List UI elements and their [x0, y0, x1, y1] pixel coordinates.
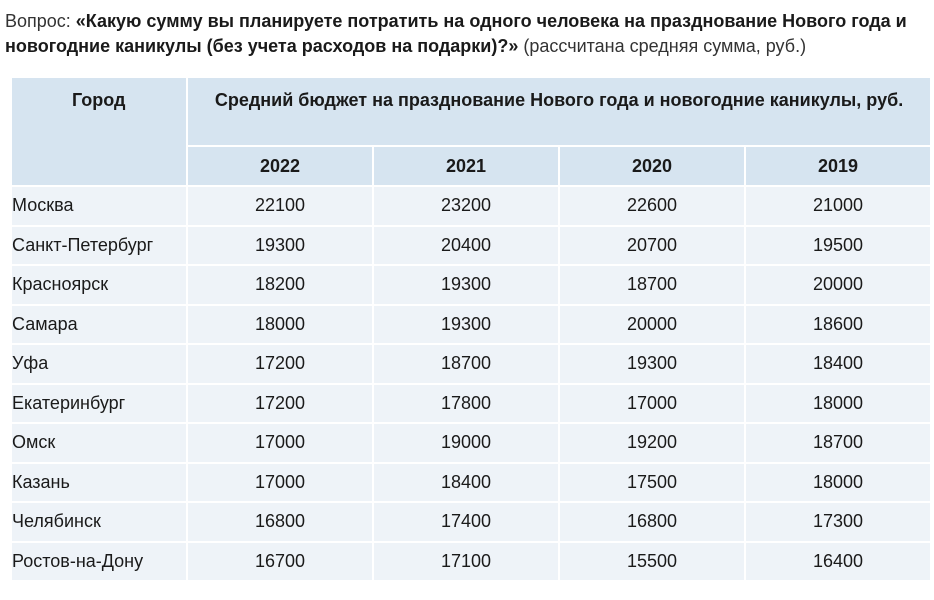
value-cell: 23200	[373, 186, 559, 226]
table-body	[11, 186, 931, 581]
city-cell: Ростов-на-Дону	[11, 542, 187, 582]
value-cell: 22100	[187, 186, 373, 226]
table-row	[11, 502, 931, 542]
city-cell: Омск	[11, 423, 187, 463]
budget-group-header: Средний бюджет на празднование Нового года и новогодние каникулы, руб.	[187, 77, 931, 146]
table-row	[11, 305, 931, 345]
table-row	[11, 542, 931, 582]
value-cell: 18000	[745, 384, 931, 424]
city-column-header: Город	[11, 77, 187, 186]
value-cell: 18700	[745, 423, 931, 463]
city-cell: Челябинск	[11, 502, 187, 542]
value-cell: 17800	[373, 384, 559, 424]
value-cell: 17000	[559, 384, 745, 424]
survey-question	[5, 9, 930, 59]
year-header-2020: 2020	[559, 146, 745, 186]
table-row	[11, 344, 931, 384]
value-cell: 19000	[373, 423, 559, 463]
table-row	[11, 463, 931, 503]
question-text: «Какую сумму вы планируете потратить на одного человека на празднование Нового года и новогодние каникулы (без учета расходов на подарки)?»	[5, 11, 907, 56]
table-row	[11, 226, 931, 266]
table-row	[11, 384, 931, 424]
value-cell: 15500	[559, 542, 745, 582]
value-cell: 17300	[745, 502, 931, 542]
value-cell: 18400	[373, 463, 559, 503]
value-cell: 20000	[559, 305, 745, 345]
value-cell: 16800	[559, 502, 745, 542]
table-header	[11, 77, 931, 186]
question-note: (рассчитана средняя сумма, руб.)	[518, 36, 807, 56]
city-cell: Москва	[11, 186, 187, 226]
value-cell: 18400	[745, 344, 931, 384]
value-cell: 17000	[187, 463, 373, 503]
city-cell: Красноярск	[11, 265, 187, 305]
header-row-top	[11, 77, 931, 146]
city-cell: Санкт-Петербург	[11, 226, 187, 266]
value-cell: 19300	[373, 305, 559, 345]
value-cell: 19200	[559, 423, 745, 463]
value-cell: 18700	[373, 344, 559, 384]
table-row	[11, 186, 931, 226]
value-cell: 22600	[559, 186, 745, 226]
value-cell: 19500	[745, 226, 931, 266]
value-cell: 20400	[373, 226, 559, 266]
city-cell: Уфа	[11, 344, 187, 384]
value-cell: 17100	[373, 542, 559, 582]
value-cell: 16400	[745, 542, 931, 582]
city-cell: Екатеринбург	[11, 384, 187, 424]
budget-table	[10, 76, 932, 582]
table-row	[11, 423, 931, 463]
year-header-2021: 2021	[373, 146, 559, 186]
value-cell: 17500	[559, 463, 745, 503]
value-cell: 16700	[187, 542, 373, 582]
value-cell: 18000	[187, 305, 373, 345]
value-cell: 17200	[187, 384, 373, 424]
value-cell: 20000	[745, 265, 931, 305]
city-cell: Казань	[11, 463, 187, 503]
value-cell: 16800	[187, 502, 373, 542]
value-cell: 18600	[745, 305, 931, 345]
value-cell: 18000	[745, 463, 931, 503]
value-cell: 17400	[373, 502, 559, 542]
value-cell: 21000	[745, 186, 931, 226]
table-row	[11, 265, 931, 305]
question-prefix: Вопрос:	[5, 11, 76, 31]
value-cell: 19300	[187, 226, 373, 266]
value-cell: 18200	[187, 265, 373, 305]
value-cell: 17000	[187, 423, 373, 463]
value-cell: 17200	[187, 344, 373, 384]
year-header-2022: 2022	[187, 146, 373, 186]
value-cell: 19300	[559, 344, 745, 384]
value-cell: 20700	[559, 226, 745, 266]
year-header-2019: 2019	[745, 146, 931, 186]
city-cell: Самара	[11, 305, 187, 345]
value-cell: 19300	[373, 265, 559, 305]
value-cell: 18700	[559, 265, 745, 305]
